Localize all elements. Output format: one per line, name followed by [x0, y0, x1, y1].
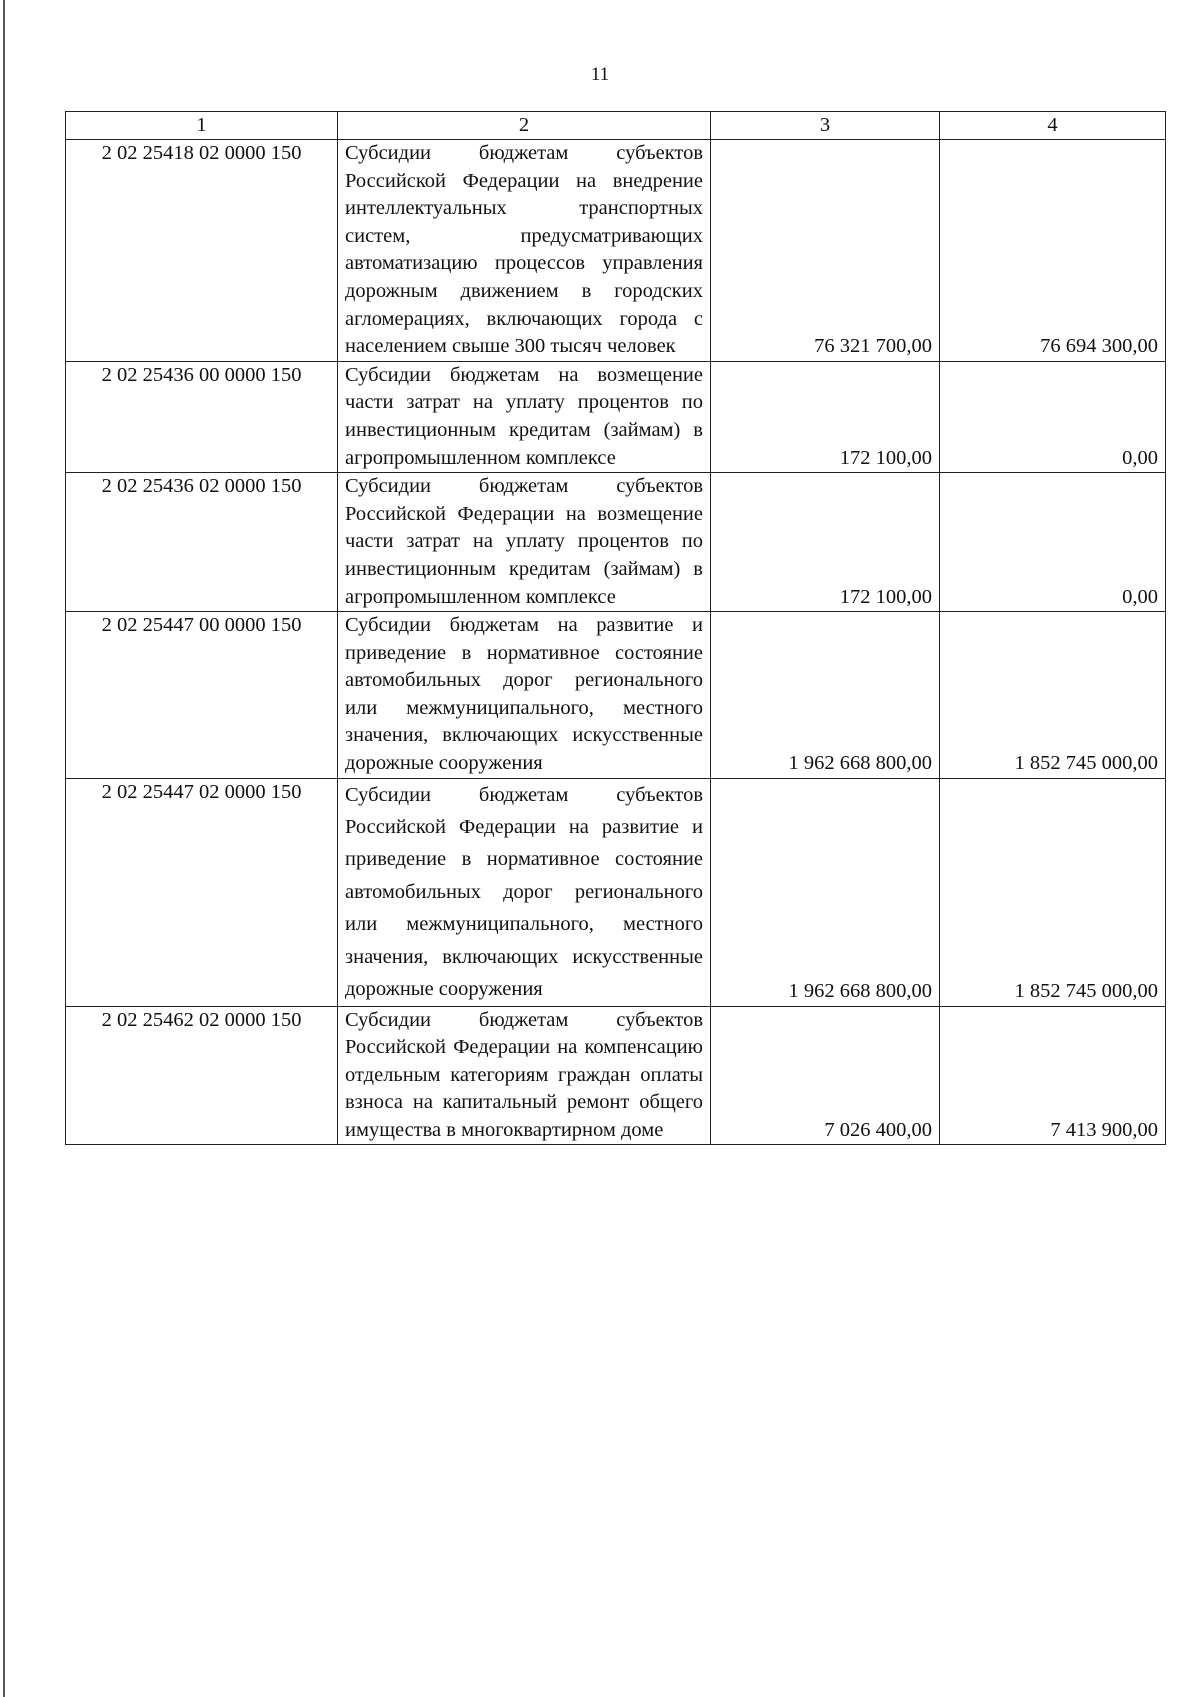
amount-year-2: 1 852 745 000,00	[940, 612, 1166, 779]
page-edge-line	[3, 0, 5, 1697]
income-name: Субсидии бюджетам на возмещение части затрат на уплату процентов по инвестиционным кредитам (займам) в агропромышленном комплексе	[338, 361, 711, 472]
budget-code: 2 02 25436 02 0000 150	[66, 473, 338, 612]
amount-year-1: 172 100,00	[711, 361, 940, 472]
budget-code: 2 02 25462 02 0000 150	[66, 1006, 338, 1145]
income-name: Субсидии бюджетам на развитие и приведение в нормативное состояние автомобильных дорог регионального или межмуниципального, местного значения, включающих искусственные дорожные сооружения	[338, 612, 711, 779]
table-row	[66, 612, 1166, 779]
column-header-4: 4	[940, 112, 1166, 140]
amount-year-1: 172 100,00	[711, 473, 940, 612]
table-row	[66, 473, 1166, 612]
amount-year-1: 1 962 668 800,00	[711, 612, 940, 779]
budget-code: 2 02 25436 00 0000 150	[66, 361, 338, 472]
amount-year-2: 0,00	[940, 473, 1166, 612]
column-header-3: 3	[711, 112, 940, 140]
amount-year-1: 1 962 668 800,00	[711, 778, 940, 1006]
header-row	[66, 112, 1166, 140]
table-row	[66, 778, 1166, 1006]
amount-year-2: 0,00	[940, 361, 1166, 472]
amount-year-2: 7 413 900,00	[940, 1006, 1166, 1145]
page-number: 11	[590, 64, 610, 85]
amount-year-2: 1 852 745 000,00	[940, 778, 1166, 1006]
budget-table	[65, 111, 1166, 1145]
table-row	[66, 1006, 1166, 1145]
column-header-2: 2	[338, 112, 711, 140]
column-header-1: 1	[66, 112, 338, 140]
income-name: Субсидии бюджетам субъектов Российской Федерации на возмещение части затрат на уплату процентов по инвестиционным кредитам (займам) в агропромышленном комплексе	[338, 473, 711, 612]
table-row	[66, 140, 1166, 362]
budget-code: 2 02 25418 02 0000 150	[66, 140, 338, 362]
amount-year-2: 76 694 300,00	[940, 140, 1166, 362]
amount-year-1: 7 026 400,00	[711, 1006, 940, 1145]
income-name: Субсидии бюджетам субъектов Российской Федерации на внедрение интеллектуальных транспортных систем, предусматривающих автоматизацию процессов управления дорожным движением в городских агломерациях, включающих города с населением свыше 300 тысяч человек	[338, 140, 711, 362]
income-name: Субсидии бюджетам субъектов Российской Федерации на компенсацию отдельным категориям граждан оплаты взноса на капитальный ремонт общего имущества в многоквартирном доме	[338, 1006, 711, 1145]
table-row	[66, 361, 1166, 472]
budget-code: 2 02 25447 00 0000 150	[66, 612, 338, 779]
budget-code: 2 02 25447 02 0000 150	[66, 778, 338, 1006]
amount-year-1: 76 321 700,00	[711, 140, 940, 362]
income-name: Субсидии бюджетам субъектов Российской Федерации на развитие и приведение в нормативное состояние автомобильных дорог регионального или межмуниципального, местного значения, включающих искусственные дорожные сооружения	[338, 778, 711, 1006]
